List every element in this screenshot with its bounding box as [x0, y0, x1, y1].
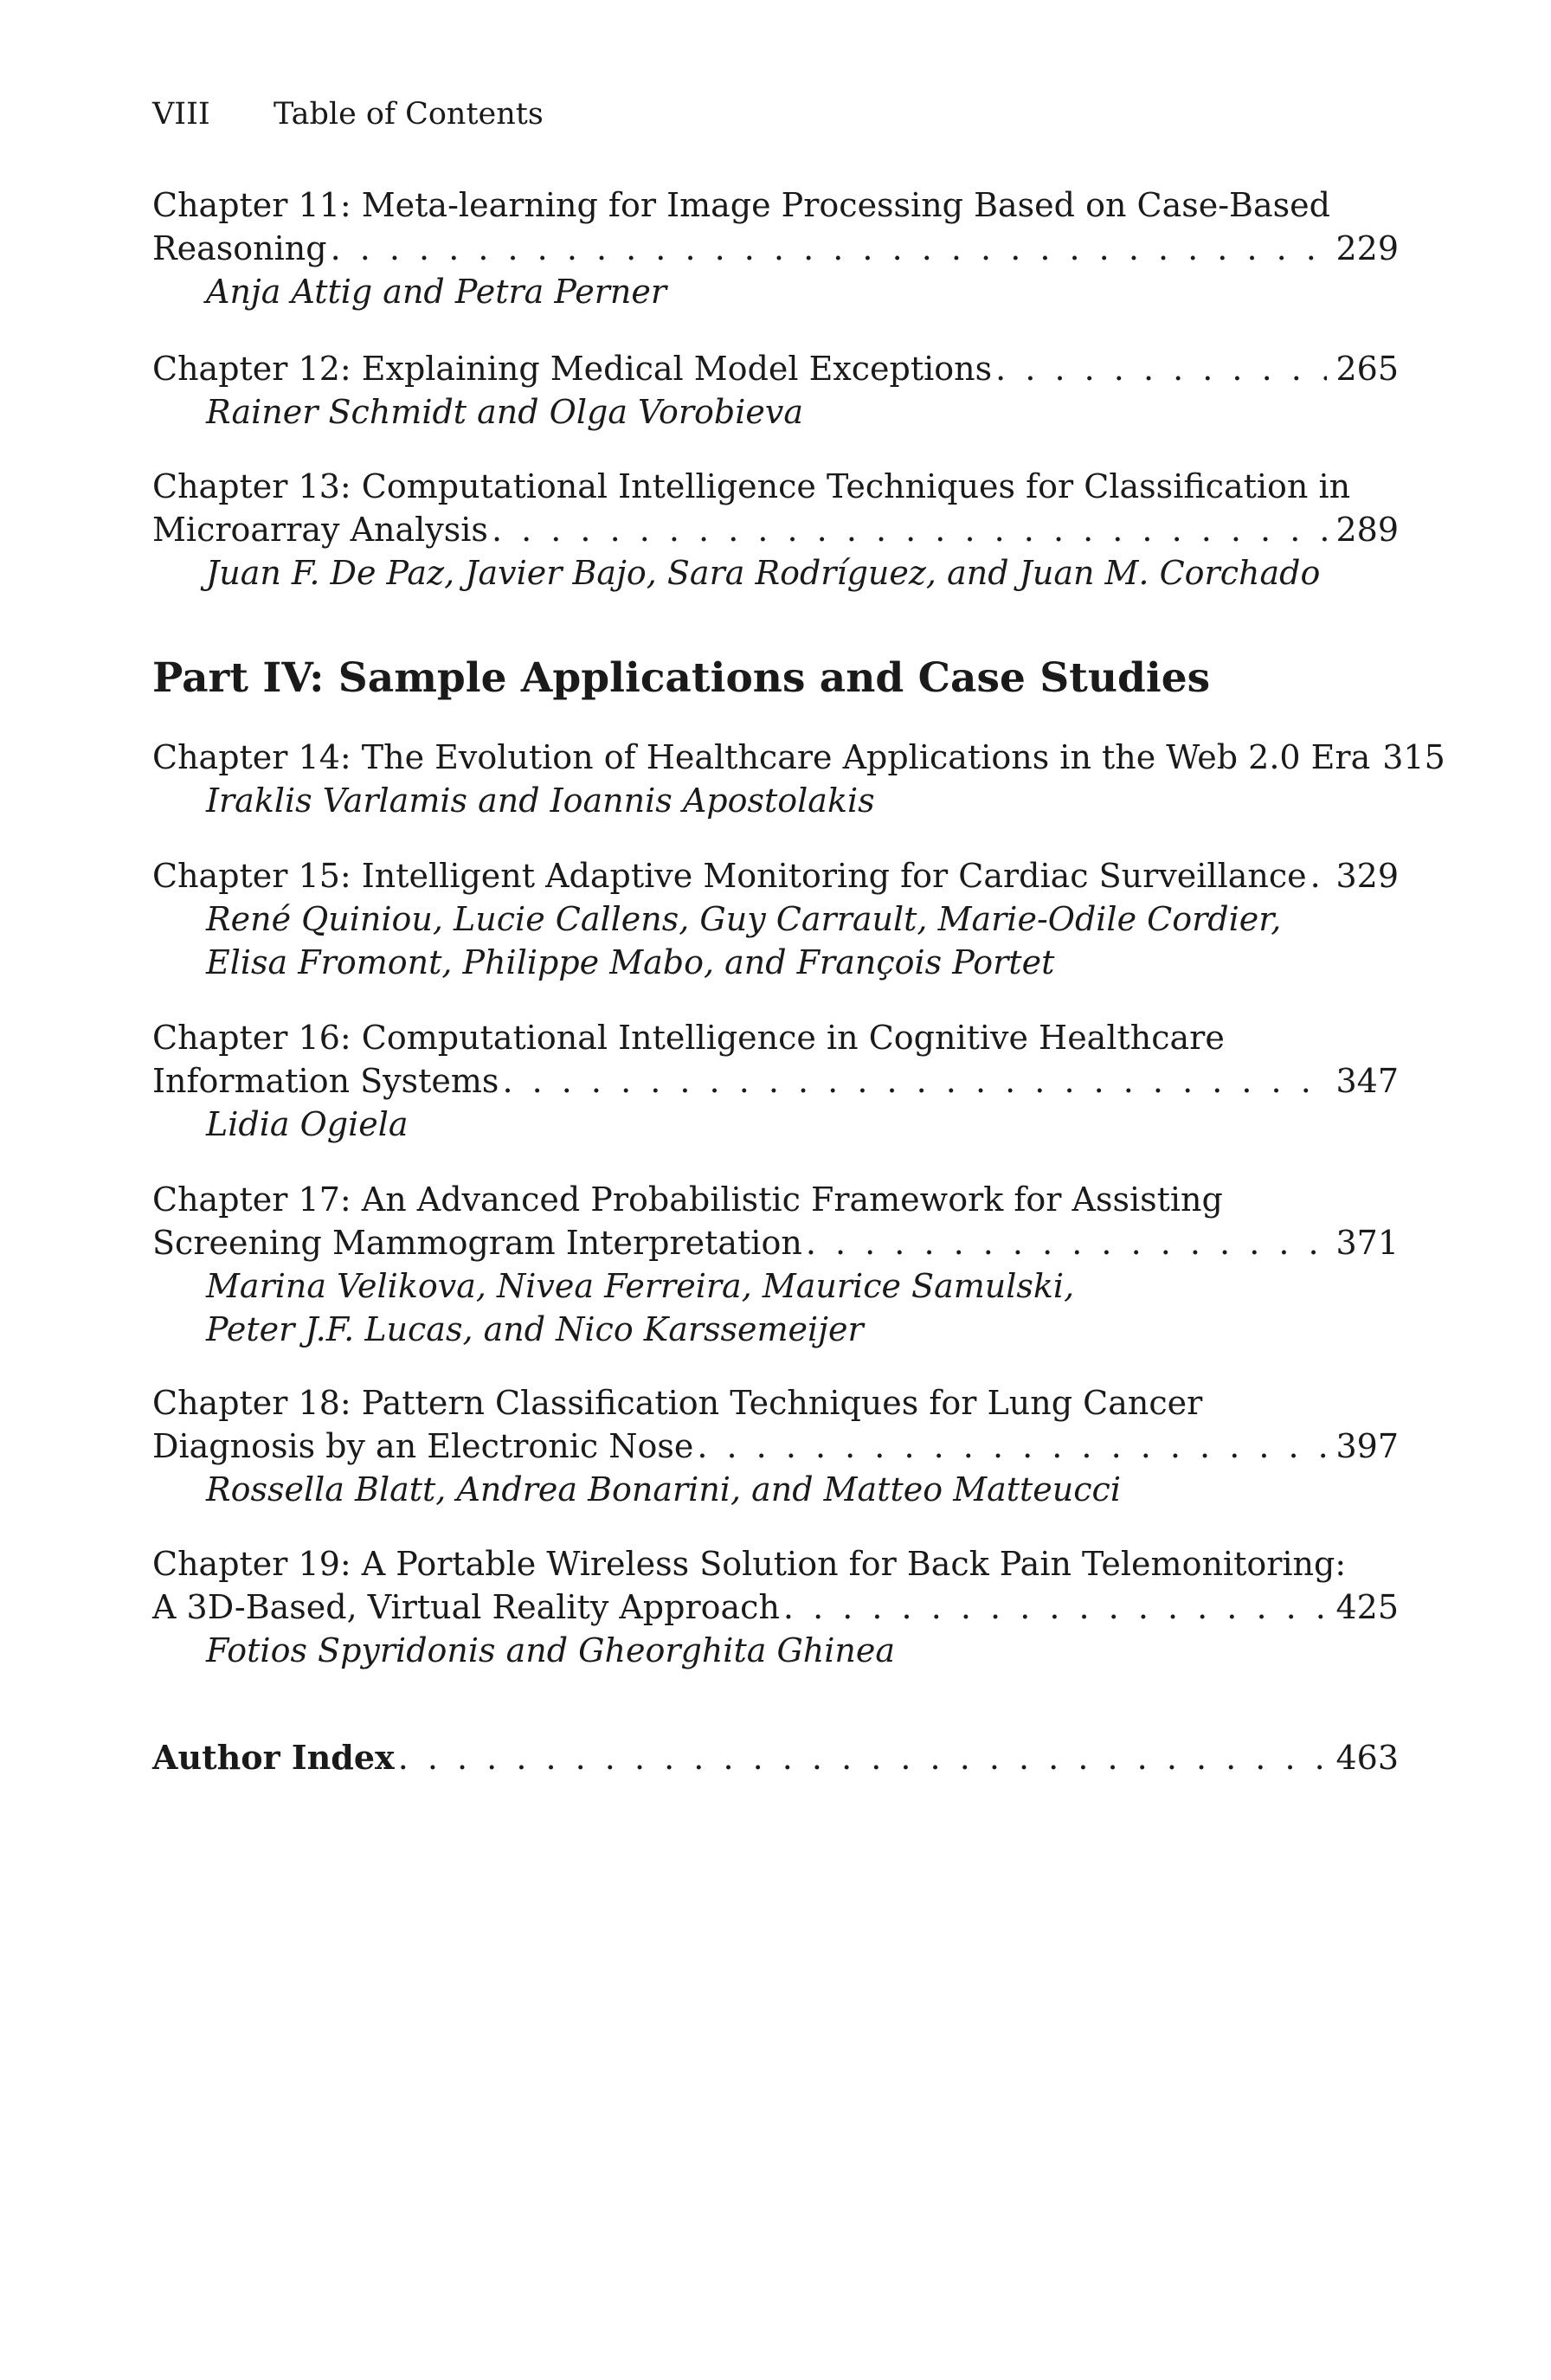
chapter-title-line: Chapter 19: A Portable Wireless Solution for Back Pain Telemonitoring:: [152, 1545, 1347, 1583]
chapter-title-line-last: [152, 736, 1445, 779]
chapter-authors: René Quiniou, Lucie Callens, Guy Carrault, Marie-Odile Cordier,: [206, 900, 1282, 938]
page-number: 397: [1335, 1427, 1399, 1465]
page-number: 463: [1335, 1739, 1399, 1777]
part-heading: Part IV: Sample Applications and Case Studies: [152, 654, 1211, 702]
chapter-authors: Lidia Ogiela: [206, 1105, 409, 1143]
dot-leader: [331, 227, 1328, 270]
toc-entry-chapter-13[interactable]: [152, 465, 1399, 595]
toc-entry-chapter-17[interactable]: [152, 1178, 1399, 1351]
page-number: 347: [1335, 1062, 1399, 1100]
chapter-title-line-last: [152, 508, 1399, 551]
chapter-authors: Juan F. De Paz, Javier Bajo, Sara Rodríguez, and Juan M. Corchado: [206, 554, 1321, 592]
toc-entry-chapter-15[interactable]: [152, 854, 1399, 984]
chapter-authors: Peter J.F. Lucas, and Nico Karssemeijer: [206, 1310, 864, 1348]
chapter-title-line-last: [152, 1221, 1399, 1264]
toc-entry-chapter-12[interactable]: [152, 347, 1399, 434]
page-number: 289: [1335, 511, 1399, 549]
chapter-title-line-last: [152, 1586, 1399, 1629]
chapter-title-text: Reasoning: [152, 229, 327, 267]
chapter-title-line-last: [152, 347, 1399, 390]
page-number: 315: [1382, 738, 1445, 776]
chapter-title-line: Chapter 13: Computational Intelligence Techniques for Classification in: [152, 467, 1351, 505]
toc-entry-chapter-18[interactable]: [152, 1381, 1399, 1511]
chapter-authors: Elisa Fromont, Philippe Mabo, and François Portet: [206, 943, 1055, 981]
running-title: Table of Contents: [274, 97, 544, 132]
dot-leader: [783, 1586, 1328, 1629]
chapter-title-line: Chapter 18: Pattern Classification Techniques for Lung Cancer: [152, 1384, 1203, 1422]
chapter-title-text: Chapter 12: Explaining Medical Model Exceptions: [152, 350, 993, 388]
chapter-title-text: Chapter 15: Intelligent Adaptive Monitoring for Cardiac Surveillance: [152, 857, 1307, 895]
page-number: 329: [1335, 857, 1399, 895]
page-number: 229: [1335, 229, 1399, 267]
dot-leader: [806, 1221, 1328, 1264]
chapter-title-line-last: [152, 1059, 1399, 1103]
chapter-title-text: Chapter 14: The Evolution of Healthcare Applications in the Web 2.0 Era: [152, 738, 1371, 776]
chapter-title-text: A 3D-Based, Virtual Reality Approach: [152, 1588, 780, 1626]
dot-leader: [492, 508, 1328, 551]
dot-leader: [995, 347, 1327, 390]
chapter-title-text: Information Systems: [152, 1062, 499, 1100]
dot-leader: [697, 1425, 1327, 1468]
chapter-title-text: Microarray Analysis: [152, 511, 488, 549]
running-head: [152, 93, 544, 135]
chapter-authors: Fotios Spyridonis and Gheorghita Ghinea: [206, 1631, 896, 1669]
toc-entry-chapter-11[interactable]: [152, 183, 1399, 313]
toc-entry-chapter-14[interactable]: [152, 736, 1445, 822]
page-number: 371: [1335, 1224, 1399, 1262]
chapter-authors: Iraklis Varlamis and Ioannis Apostolakis: [206, 782, 875, 820]
chapter-title-line-last: [152, 1425, 1399, 1468]
author-index-line: [152, 1736, 1399, 1779]
dot-leader: [398, 1736, 1328, 1779]
dot-leader: [1310, 854, 1328, 897]
toc-entry-author-index[interactable]: [152, 1736, 1399, 1779]
chapter-title-line: Chapter 11: Meta-learning for Image Processing Based on Case-Based: [152, 186, 1330, 224]
chapter-authors: Marina Velikova, Nivea Ferreira, Maurice Samulski,: [206, 1267, 1075, 1305]
toc-entry-chapter-19[interactable]: [152, 1542, 1399, 1672]
chapter-authors: Anja Attig and Petra Perner: [206, 273, 666, 311]
chapter-title-line: Chapter 17: An Advanced Probabilistic Framework for Assisting: [152, 1180, 1223, 1219]
chapter-title-text: Diagnosis by an Electronic Nose: [152, 1427, 694, 1465]
chapter-title-line-last: [152, 854, 1399, 897]
chapter-title-line: Chapter 16: Computational Intelligence in Cognitive Healthcare: [152, 1019, 1225, 1057]
author-index-label: Author Index: [152, 1738, 395, 1777]
dot-leader: [502, 1059, 1327, 1103]
chapter-title-line-last: [152, 227, 1399, 270]
chapter-authors: Rossella Blatt, Andrea Bonarini, and Matteo Matteucci: [206, 1470, 1121, 1508]
chapter-authors: Rainer Schmidt and Olga Vorobieva: [206, 393, 804, 431]
page-folio: VIII: [152, 97, 210, 132]
chapter-title-text: Screening Mammogram Interpretation: [152, 1224, 802, 1262]
page-number: 265: [1335, 350, 1399, 388]
toc-entry-chapter-16[interactable]: [152, 1016, 1399, 1146]
page-number: 425: [1335, 1588, 1399, 1626]
